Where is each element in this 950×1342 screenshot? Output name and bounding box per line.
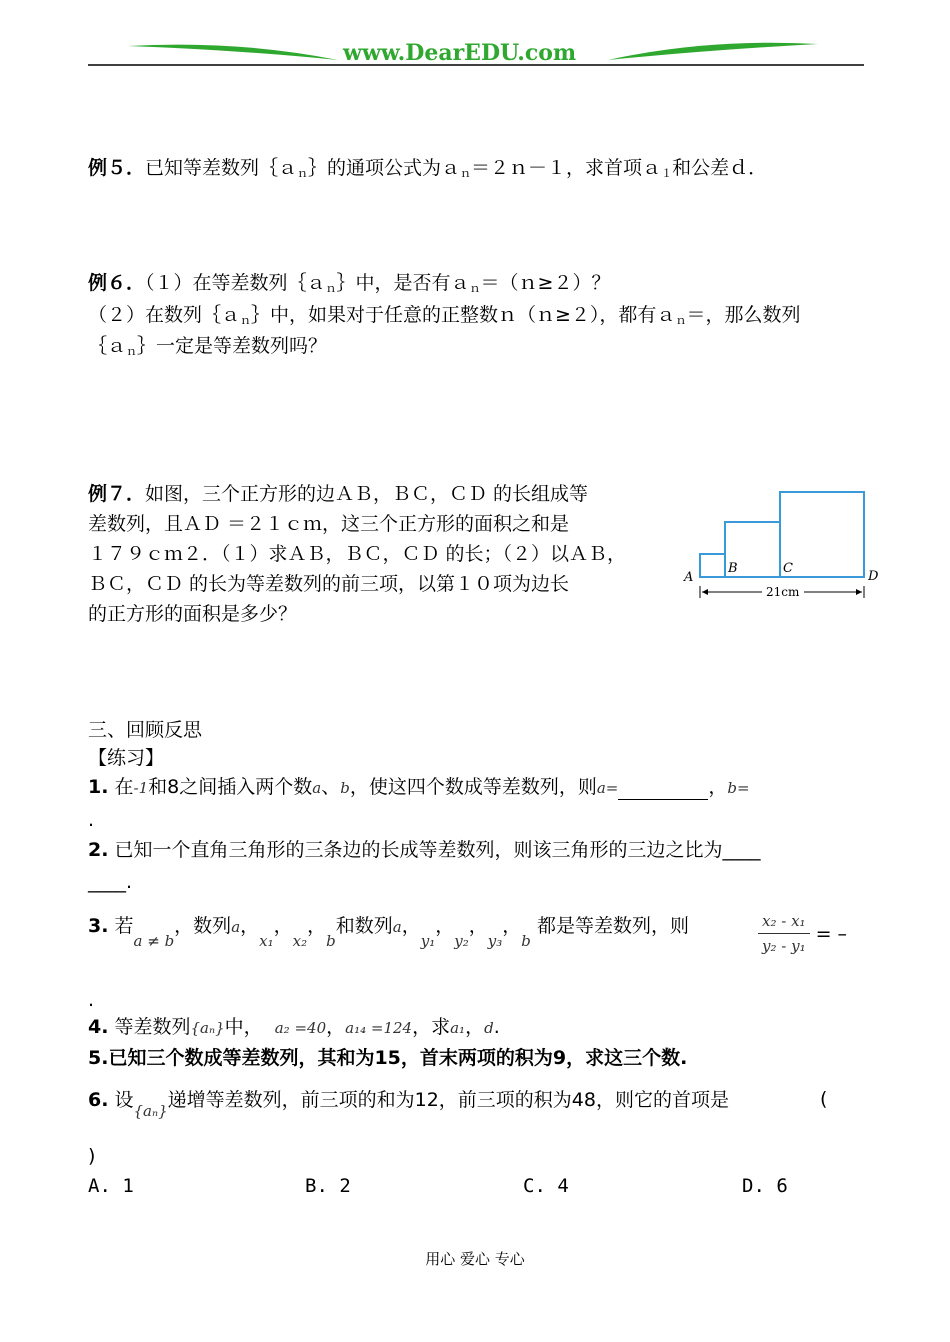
problem-6-num: 6. [88, 1089, 109, 1111]
problem-3-end: . [88, 989, 95, 1011]
practice-heading: 【练习】 [88, 747, 165, 769]
problem-4 [88, 1015, 500, 1040]
square-ab [700, 554, 725, 577]
math: a₁₄ =124 [345, 1019, 413, 1037]
option-c[interactable]: C. 4 [523, 1175, 569, 1197]
example-6-line3 [88, 334, 327, 364]
math: b= [727, 779, 750, 797]
math: d [484, 1019, 494, 1037]
math: a= [596, 779, 619, 797]
sub: ｎ [675, 314, 687, 327]
problem-3-fraction [758, 912, 847, 955]
example-7-line2: 差数列，且ＡＤ ＝２１ｃｍ，这三个正方形的面积之和是 [88, 513, 570, 535]
option-a[interactable]: A. 1 [88, 1175, 134, 1197]
example-6-line2 [88, 303, 800, 333]
math: a [392, 918, 402, 936]
text: 设 [114, 1089, 134, 1111]
example-5-label: 例５． [88, 157, 146, 179]
text: 和8之间插入两个数 [148, 776, 313, 798]
math: b [340, 779, 350, 797]
problem-1-num: 1. [88, 776, 109, 798]
text: 中， [224, 1016, 263, 1038]
text: ，数列 [174, 915, 232, 937]
text: （２）在数列｛ａ [88, 304, 241, 326]
problem-3: 3. 若$_{a \ne b}$，数列a，$_{x_1}$，$_{x_2}$，$_b$和数列a，$_{y_1}$，$_{y_2}$，$_{y_3}$，$_b$ 都是等差数列，则 [88, 915, 689, 950]
option-b[interactable]: B. 2 [305, 1175, 351, 1197]
label-d: D [868, 569, 879, 584]
text: = – [815, 922, 848, 945]
text: ＝２ｎ－１，求首项ａ [471, 157, 662, 179]
sep: ， [326, 1016, 346, 1038]
problem-1 [88, 775, 750, 800]
problem-2-num: 2. [88, 839, 109, 861]
text: ＝（ｎ≥２）？ [480, 272, 611, 294]
math: -1 [133, 779, 149, 797]
problem-3-num: 3. [88, 915, 109, 937]
math: y₃ [487, 932, 503, 950]
arrow-left-icon [702, 589, 708, 595]
text: 已知一个直角三角形的三条边的长成等差数列，则该三角形的三边之比为____ [114, 839, 761, 861]
arrow-right-icon [856, 589, 862, 595]
math: a₁ [450, 1019, 466, 1037]
example-7-line4: ＢＣ，ＣＤ 的长为等差数列的前三项，以第１０项为边长 [88, 573, 570, 595]
text: 如图，三个正方形的边ＡＢ，ＢＣ，ＣＤ 的长组成等 [145, 483, 589, 505]
math: b [326, 932, 336, 950]
math: a [312, 779, 322, 797]
text: 递增等差数列，前三项的和为12，前三项的积为48，则它的首项是 [167, 1089, 729, 1111]
example-7-label: 例７． [88, 483, 146, 505]
problem-5 [88, 1046, 687, 1070]
problem-4-num: 4. [88, 1016, 109, 1038]
text: ｛ａ [88, 335, 127, 357]
sep: ， [708, 776, 728, 798]
math: a₂ =40 [274, 1019, 327, 1037]
problem-2 [88, 838, 761, 862]
math: a [231, 918, 241, 936]
math: y₁ [420, 932, 436, 950]
text: 等差数列 [114, 1016, 191, 1038]
math: a ≠ b [133, 932, 175, 950]
label-a: A [684, 570, 694, 585]
den: y₂ - y₁ [762, 937, 806, 955]
problem-6-paren-open: ( [820, 1088, 828, 1110]
example-6-line1 [88, 271, 610, 301]
text: ＝，那么数列 [686, 304, 801, 326]
dimension-label: 21cm [766, 585, 800, 599]
sub: ｎ [325, 282, 337, 295]
example-7-line5: 的正方形的面积是多少？ [88, 603, 298, 625]
header-banner [88, 28, 864, 70]
squares-figure [680, 488, 885, 603]
sub: ｎ [460, 167, 472, 180]
math: {aₙ} [133, 1102, 168, 1120]
example-7-line1 [88, 482, 588, 506]
problem-6 [88, 1088, 729, 1123]
text: 若 [114, 915, 134, 937]
header-site-name: www.DearEDU.com [343, 40, 577, 66]
example-6-label: 例６． [88, 272, 146, 294]
text: 在 [114, 776, 134, 798]
math: x₁ [259, 932, 274, 950]
sub: ｎ [469, 282, 481, 295]
end: . [493, 1016, 500, 1038]
answer-blank-a[interactable] [618, 781, 708, 800]
sub: １ [661, 167, 673, 180]
label-b: B [728, 561, 738, 576]
option-d[interactable]: D. 6 [742, 1175, 788, 1197]
sep: ， [465, 1016, 485, 1038]
text: ，求 [412, 1016, 451, 1038]
text: ｝中，如果对于任意的正整数ｎ（ｎ≥２），都有ａ [251, 304, 676, 326]
math: {aₙ} [190, 1019, 225, 1037]
sub: ｎ [297, 167, 309, 180]
problem-6-paren-close: ) [88, 1145, 96, 1167]
sub: ｎ [126, 345, 138, 358]
text: ｝一定是等差数列吗？ [137, 335, 328, 357]
fraction [758, 912, 810, 955]
problem-1-end: . [88, 809, 95, 831]
text: 都是等差数列，则 [536, 915, 689, 937]
problem-2-cont: ____. [88, 871, 133, 893]
math: b [521, 932, 531, 950]
text: ｝中，是否有ａ [336, 272, 470, 294]
text: 已知等差数列｛ａ [145, 157, 298, 179]
math: y₂ [454, 932, 469, 950]
text: 、 [321, 776, 341, 798]
text: 已知三个数成等差数列，其和为15，首末两项的积为9，求这三个数. [108, 1047, 688, 1069]
text: 和数列 [335, 915, 393, 937]
label-c: C [783, 561, 793, 576]
sub: ｎ [240, 314, 252, 327]
problem-5-num: 5. [88, 1047, 109, 1069]
example-5 [88, 156, 767, 186]
text: ｝的通项公式为ａ [308, 157, 461, 179]
footer-text: 用心 爱心 专心 [425, 1250, 525, 1268]
text: （１）在等差数列｛ａ [145, 272, 326, 294]
text: 和公差ｄ． [672, 157, 768, 179]
math: x₂ [292, 932, 308, 950]
example-7-line3: １７９ｃｍ２．（１）求ＡＢ，ＢＣ，ＣＤ 的长；（２）以ＡＢ， [88, 543, 627, 565]
section-3-title: 三、回顾反思 [88, 719, 203, 741]
text: ，使这四个数成等差数列，则 [349, 776, 597, 798]
num: x₂ - x₁ [758, 912, 810, 934]
